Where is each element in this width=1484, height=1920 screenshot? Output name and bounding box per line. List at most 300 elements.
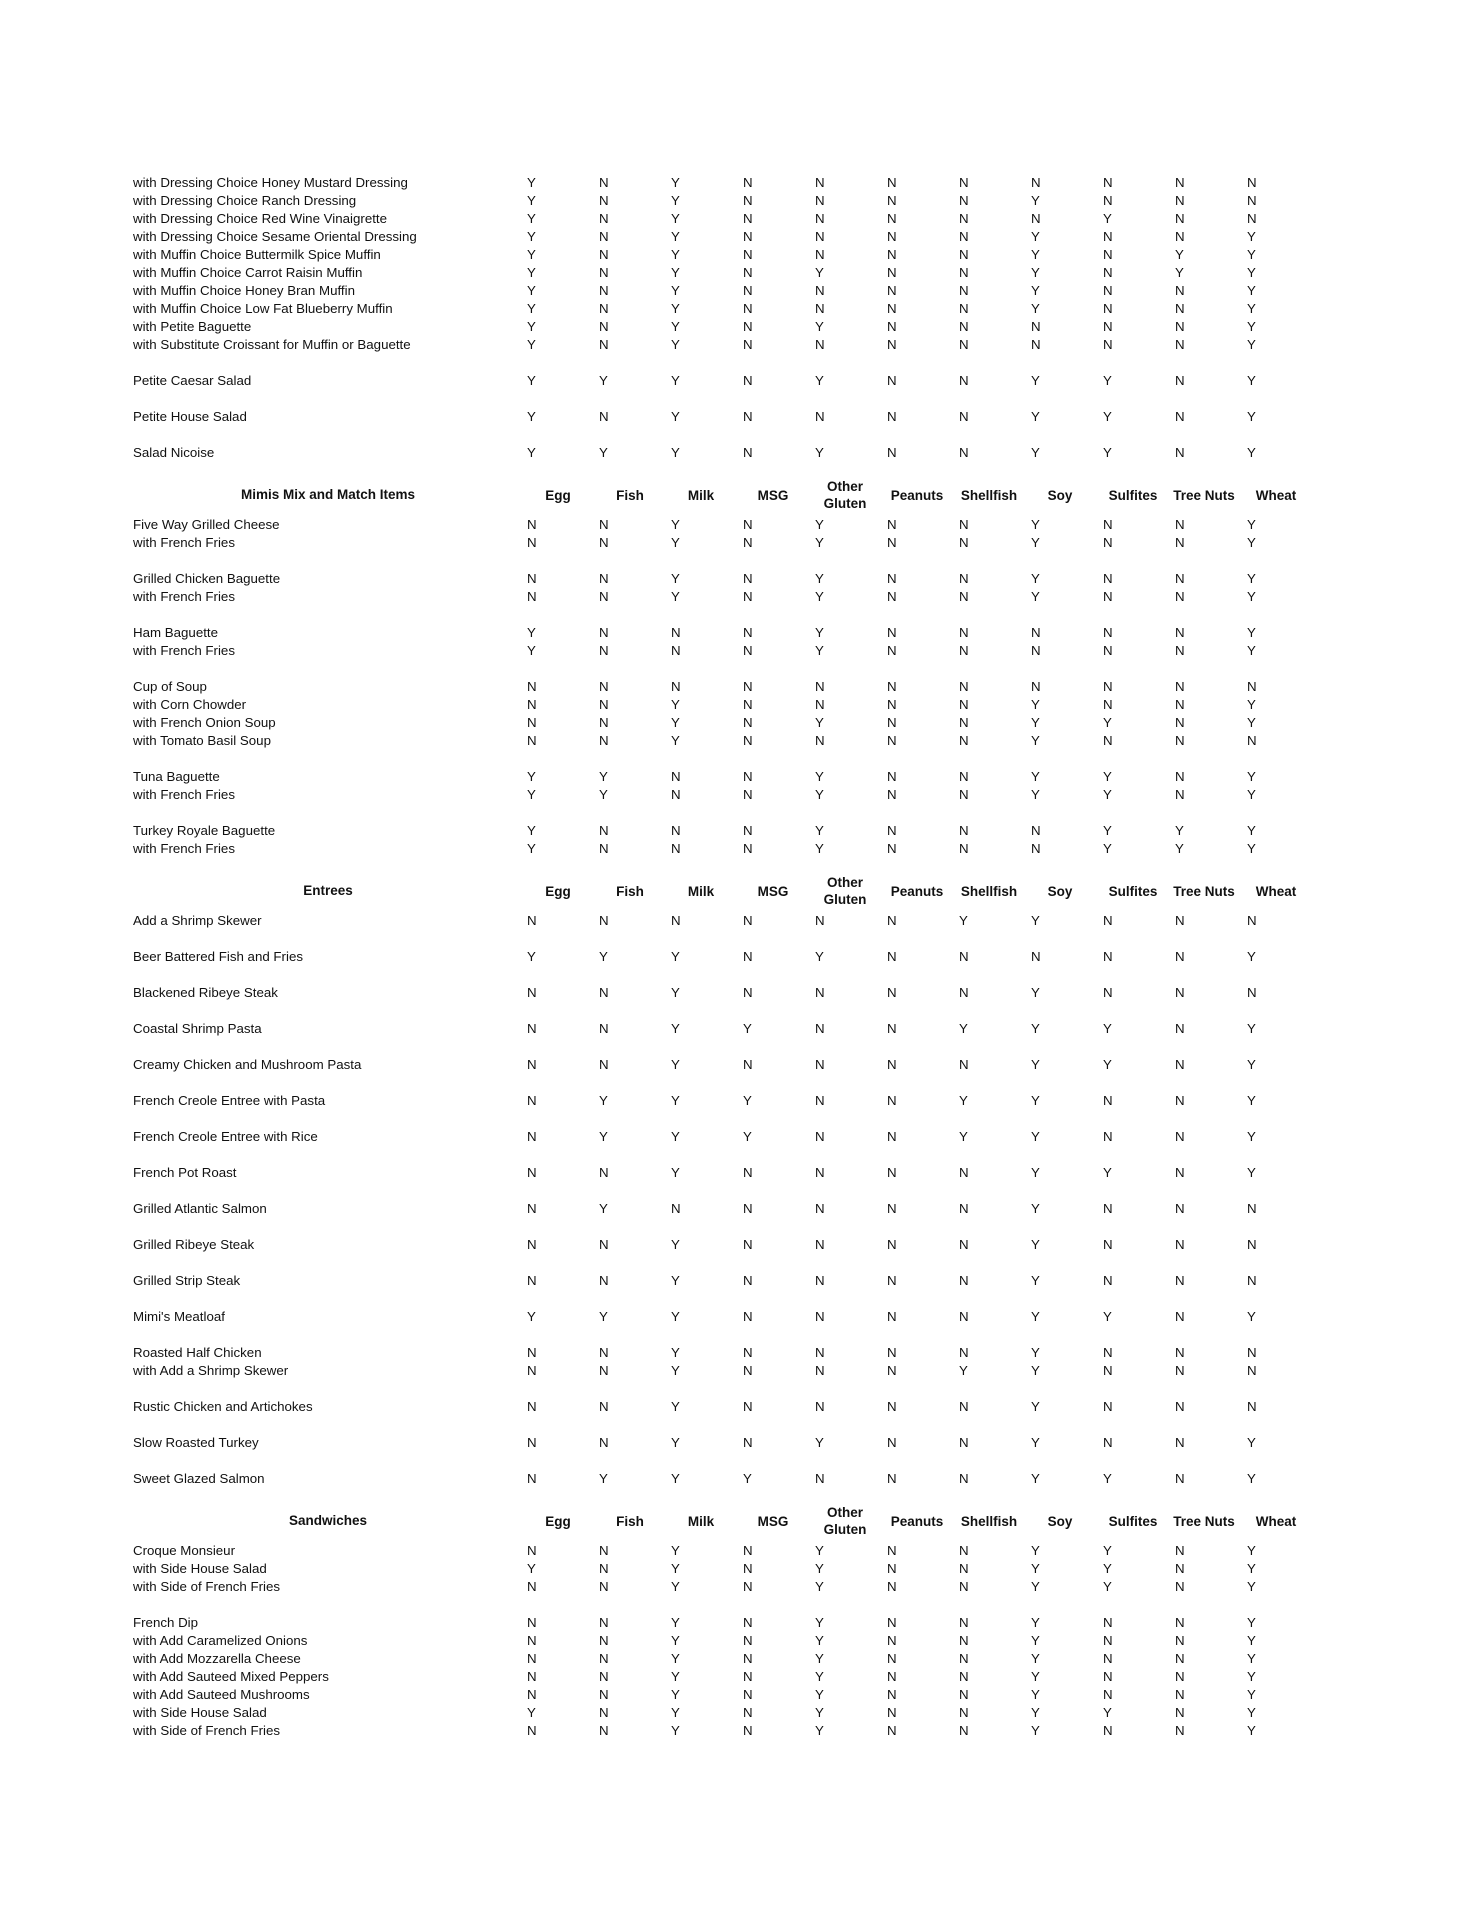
allergen-value: Y	[1247, 265, 1256, 280]
allergen-value: N	[1103, 301, 1113, 316]
allergen-value: N	[887, 265, 897, 280]
item-name: Ham Baguette	[133, 625, 219, 640]
allergen-value: N	[743, 1561, 753, 1576]
allergen-value: N	[1031, 949, 1041, 964]
allergen-value: N	[743, 1669, 753, 1684]
allergen-value: Y	[1175, 265, 1184, 280]
column-header: Tree Nuts	[1173, 488, 1235, 503]
allergen-value: N	[815, 1129, 825, 1144]
allergen-value: Y	[815, 1669, 824, 1684]
allergen-value: N	[959, 679, 969, 694]
allergen-value: Y	[1031, 535, 1040, 550]
allergen-value: N	[887, 337, 897, 352]
allergen-value: Y	[671, 445, 680, 460]
allergen-value: Y	[1031, 283, 1040, 298]
allergen-value: N	[599, 841, 609, 856]
section-title: Entrees	[303, 883, 353, 898]
allergen-value: Y	[671, 1237, 680, 1252]
menu-option-row	[0, 300, 1484, 318]
allergen-value: Y	[671, 175, 680, 190]
allergen-value: N	[599, 1237, 609, 1252]
allergen-value: N	[1103, 319, 1113, 334]
allergen-value: N	[887, 175, 897, 190]
allergen-value: N	[887, 1201, 897, 1216]
allergen-value: N	[1103, 679, 1113, 694]
allergen-value: Y	[815, 841, 824, 856]
menu-option-row	[0, 1560, 1484, 1578]
allergen-value: Y	[1247, 1561, 1256, 1576]
allergen-value: N	[887, 1471, 897, 1486]
column-header: MSG	[757, 488, 789, 503]
item-name: with French Fries	[133, 535, 235, 550]
allergen-value: Y	[1247, 1471, 1256, 1486]
allergen-value: Y	[671, 1093, 680, 1108]
allergen-value: Y	[815, 949, 824, 964]
allergen-value: N	[1103, 229, 1113, 244]
allergen-value: Y	[1247, 319, 1256, 334]
allergen-value: Y	[1031, 1615, 1040, 1630]
allergen-value: Y	[1247, 283, 1256, 298]
allergen-value: N	[959, 337, 969, 352]
allergen-value: N	[527, 1633, 537, 1648]
allergen-value: Y	[1031, 1669, 1040, 1684]
allergen-value: N	[527, 985, 537, 1000]
allergen-value: N	[743, 841, 753, 856]
allergen-value: Y	[671, 283, 680, 298]
menu-option-row	[0, 696, 1484, 714]
allergen-value: Y	[671, 247, 680, 262]
allergen-value: N	[599, 1705, 609, 1720]
allergen-value: Y	[1247, 589, 1256, 604]
allergen-value: N	[599, 679, 609, 694]
allergen-value: Y	[1247, 373, 1256, 388]
allergen-value: N	[1247, 1363, 1257, 1378]
allergen-value: N	[671, 643, 681, 658]
allergen-value: N	[959, 517, 969, 532]
allergen-value: N	[887, 1543, 897, 1558]
allergen-value: N	[743, 445, 753, 460]
allergen-value: Y	[671, 571, 680, 586]
allergen-value: Y	[815, 445, 824, 460]
allergen-value: N	[527, 571, 537, 586]
allergen-value: N	[887, 1687, 897, 1702]
menu-option-row	[0, 714, 1484, 732]
allergen-value: N	[743, 589, 753, 604]
allergen-value: Y	[815, 643, 824, 658]
allergen-value: Y	[671, 211, 680, 226]
allergen-value: N	[887, 193, 897, 208]
allergen-value: N	[815, 211, 825, 226]
item-name: with Petite Baguette	[133, 319, 252, 334]
allergen-value: N	[959, 1543, 969, 1558]
allergen-value: Y	[1247, 1579, 1256, 1594]
allergen-value: Y	[527, 643, 536, 658]
allergen-value: N	[1103, 517, 1113, 532]
item-name: Petite Caesar Salad	[133, 373, 252, 388]
allergen-value: N	[527, 1237, 537, 1252]
column-header: Sulfites	[1108, 488, 1158, 503]
allergen-value: Y	[1031, 913, 1040, 928]
allergen-value: N	[527, 1471, 537, 1486]
allergen-value: N	[599, 319, 609, 334]
allergen-value: N	[743, 1237, 753, 1252]
allergen-value: N	[1247, 1345, 1257, 1360]
allergen-value: Y	[1247, 409, 1256, 424]
allergen-value: N	[743, 409, 753, 424]
allergen-value: Y	[1031, 1345, 1040, 1360]
allergen-value: N	[599, 517, 609, 532]
allergen-value: N	[743, 733, 753, 748]
allergen-value: N	[1175, 319, 1185, 334]
allergen-value: N	[1031, 679, 1041, 694]
allergen-value: N	[599, 409, 609, 424]
item-name: Tuna Baguette	[133, 769, 220, 784]
allergen-value: N	[1247, 193, 1257, 208]
allergen-value: Y	[1031, 733, 1040, 748]
allergen-value: Y	[815, 589, 824, 604]
column-header: Sulfites	[1108, 884, 1158, 899]
allergen-value: N	[1175, 625, 1185, 640]
allergen-value: N	[527, 1165, 537, 1180]
allergen-value: N	[959, 1669, 969, 1684]
allergen-value: N	[887, 985, 897, 1000]
allergen-value: N	[887, 769, 897, 784]
allergen-value: N	[959, 985, 969, 1000]
allergen-value: N	[959, 211, 969, 226]
allergen-value: N	[887, 1633, 897, 1648]
allergen-value: Y	[1031, 1129, 1040, 1144]
item-name: with Side House Salad	[133, 1561, 267, 1576]
section-title: Sandwiches	[288, 1513, 368, 1528]
column-header: MSG	[757, 884, 789, 899]
item-name: with Muffin Choice Honey Bran Muffin	[133, 283, 355, 298]
allergen-value: Y	[599, 373, 608, 388]
allergen-value: N	[527, 589, 537, 604]
allergen-value: N	[743, 913, 753, 928]
item-name: with Add a Shrimp Skewer	[133, 1363, 289, 1378]
allergen-value: N	[599, 1723, 609, 1738]
allergen-value: N	[887, 1021, 897, 1036]
column-header: Fish	[616, 488, 644, 503]
allergen-value: N	[1247, 1237, 1257, 1252]
allergen-value: Y	[743, 1471, 752, 1486]
allergen-value: N	[887, 625, 897, 640]
allergen-value: N	[1175, 283, 1185, 298]
allergen-value: N	[959, 1165, 969, 1180]
allergen-value: N	[1103, 949, 1113, 964]
allergen-value: Y	[527, 769, 536, 784]
menu-option-row	[0, 1704, 1484, 1722]
allergen-value: N	[1175, 1345, 1185, 1360]
allergen-value: N	[599, 715, 609, 730]
allergen-value: Y	[671, 1579, 680, 1594]
allergen-value: N	[887, 229, 897, 244]
menu-item-row	[0, 174, 1484, 192]
allergen-value: N	[959, 1273, 969, 1288]
section-title: Mimis Mix and Match Items	[240, 487, 416, 502]
allergen-value: N	[887, 247, 897, 262]
allergen-value: N	[887, 517, 897, 532]
allergen-value: N	[743, 1705, 753, 1720]
allergen-value: N	[887, 1705, 897, 1720]
allergen-value: Y	[671, 1021, 680, 1036]
allergen-value: Y	[1247, 517, 1256, 532]
allergen-value: N	[1175, 589, 1185, 604]
column-header: Other Gluten	[823, 875, 867, 907]
allergen-value: Y	[815, 1651, 824, 1666]
allergen-value: N	[1175, 1129, 1185, 1144]
item-name: with French Fries	[133, 589, 235, 604]
allergen-value: N	[1175, 175, 1185, 190]
menu-option-row	[0, 1362, 1484, 1380]
item-name: with Dressing Choice Sesame Oriental Dressing	[133, 229, 417, 244]
menu-option-row	[0, 732, 1484, 750]
allergen-value: N	[959, 1579, 969, 1594]
allergen-value: Y	[1031, 1687, 1040, 1702]
item-name: Croque Monsieur	[133, 1543, 235, 1558]
menu-option-row	[0, 210, 1484, 228]
item-name: with French Onion Soup	[133, 715, 276, 730]
allergen-value: N	[1103, 283, 1113, 298]
allergen-value: Y	[671, 1273, 680, 1288]
allergen-value: Y	[815, 265, 824, 280]
column-header: Other Gluten	[823, 1505, 867, 1537]
column-header: Fish	[616, 1514, 644, 1529]
allergen-value: N	[671, 841, 681, 856]
item-name: with Add Sauteed Mushrooms	[133, 1687, 310, 1702]
allergen-value: N	[527, 1669, 537, 1684]
allergen-value: N	[743, 715, 753, 730]
item-name: with Muffin Choice Buttermilk Spice Muffin	[133, 247, 381, 262]
allergen-value: N	[743, 283, 753, 298]
column-header: Milk	[687, 488, 715, 503]
allergen-value: N	[815, 913, 825, 928]
allergen-value: N	[527, 1021, 537, 1036]
allergen-value: N	[743, 985, 753, 1000]
item-name: French Creole Entree with Pasta	[133, 1093, 326, 1108]
allergen-value: N	[599, 1021, 609, 1036]
allergen-value: N	[743, 949, 753, 964]
allergen-value: Y	[671, 517, 680, 532]
allergen-value: N	[959, 1309, 969, 1324]
allergen-value: Y	[959, 913, 968, 928]
allergen-value: Y	[815, 715, 824, 730]
allergen-value: N	[887, 571, 897, 586]
menu-option-row	[0, 336, 1484, 354]
allergen-value: Y	[1103, 1021, 1112, 1036]
allergen-value: Y	[1031, 1543, 1040, 1558]
item-name: with Side House Salad	[133, 1705, 267, 1720]
allergen-value: N	[599, 337, 609, 352]
allergen-value: N	[1103, 1615, 1113, 1630]
item-name: with Add Sauteed Mixed Peppers	[133, 1669, 329, 1684]
allergen-value: Y	[815, 1705, 824, 1720]
column-header: Peanuts	[890, 488, 944, 503]
allergen-value: N	[1175, 409, 1185, 424]
allergen-value: N	[743, 1399, 753, 1414]
allergen-value: N	[1031, 319, 1041, 334]
menu-option-row	[0, 1650, 1484, 1668]
allergen-value: N	[1031, 211, 1041, 226]
allergen-value: N	[887, 1273, 897, 1288]
allergen-value: N	[959, 643, 969, 658]
allergen-value: N	[527, 1093, 537, 1108]
allergen-value: N	[887, 733, 897, 748]
allergen-value: Y	[815, 1687, 824, 1702]
item-name: with Dressing Choice Red Wine Vinaigrette	[133, 211, 387, 226]
allergen-value: N	[1103, 625, 1113, 640]
allergen-value: N	[743, 1273, 753, 1288]
allergen-value: N	[815, 985, 825, 1000]
allergen-value: Y	[1247, 841, 1256, 856]
allergen-value: N	[743, 1579, 753, 1594]
allergen-value: N	[599, 1579, 609, 1594]
item-name: with French Fries	[133, 643, 235, 658]
allergen-value: N	[887, 319, 897, 334]
allergen-value: N	[1247, 211, 1257, 226]
allergen-value: N	[887, 1435, 897, 1450]
allergen-value: N	[959, 265, 969, 280]
allergen-value: Y	[671, 985, 680, 1000]
allergen-value: Y	[527, 175, 536, 190]
allergen-value: N	[1103, 589, 1113, 604]
allergen-value: Y	[599, 787, 608, 802]
allergen-value: N	[743, 1345, 753, 1360]
allergen-value: N	[1103, 1723, 1113, 1738]
allergen-value: Y	[671, 1363, 680, 1378]
menu-option-row	[0, 1632, 1484, 1650]
allergen-value: N	[1103, 733, 1113, 748]
allergen-value: N	[527, 517, 537, 532]
allergen-value: Y	[1247, 445, 1256, 460]
allergen-value: Y	[671, 1345, 680, 1360]
allergen-value: N	[743, 229, 753, 244]
column-header: MSG	[757, 1514, 789, 1529]
allergen-value: N	[887, 697, 897, 712]
column-header: Shellfish	[960, 1514, 1018, 1529]
menu-item-row	[0, 1344, 1484, 1362]
allergen-value: Y	[1031, 1021, 1040, 1036]
column-header: Egg	[545, 488, 571, 503]
menu-item-row	[0, 678, 1484, 696]
allergen-value: N	[815, 697, 825, 712]
allergen-value: N	[599, 1669, 609, 1684]
item-name: Add a Shrimp Skewer	[133, 913, 262, 928]
allergen-value: Y	[1103, 1309, 1112, 1324]
allergen-value: Y	[671, 265, 680, 280]
allergen-value: N	[743, 1723, 753, 1738]
allergen-value: Y	[1031, 1237, 1040, 1252]
menu-option-row	[0, 1722, 1484, 1740]
allergen-value: N	[887, 913, 897, 928]
allergen-value: N	[671, 1201, 681, 1216]
allergen-value: N	[599, 229, 609, 244]
allergen-value: N	[887, 445, 897, 460]
column-header: Shellfish	[960, 884, 1018, 899]
allergen-value: N	[1175, 1669, 1185, 1684]
menu-item-row	[0, 1542, 1484, 1560]
allergen-value: N	[1175, 1723, 1185, 1738]
allergen-value: N	[1175, 769, 1185, 784]
allergen-value: N	[527, 733, 537, 748]
allergen-value: Y	[1031, 1633, 1040, 1648]
allergen-value: Y	[1247, 625, 1256, 640]
menu-option-row	[0, 786, 1484, 804]
allergen-value: N	[599, 1615, 609, 1630]
menu-item-row	[0, 1200, 1484, 1218]
allergen-value: Y	[527, 409, 536, 424]
allergen-value: N	[887, 1363, 897, 1378]
allergen-value: N	[1103, 1363, 1113, 1378]
allergen-value: N	[671, 913, 681, 928]
allergen-value: N	[527, 535, 537, 550]
allergen-value: Y	[1247, 1705, 1256, 1720]
allergen-value: N	[1175, 1615, 1185, 1630]
allergen-value: Y	[1031, 373, 1040, 388]
allergen-value: Y	[1247, 1093, 1256, 1108]
allergen-value: N	[1103, 1633, 1113, 1648]
allergen-value: Y	[671, 1057, 680, 1072]
column-header: Peanuts	[890, 1514, 944, 1529]
allergen-value: N	[1175, 1363, 1185, 1378]
allergen-value: Y	[815, 1723, 824, 1738]
allergen-value: Y	[1031, 1363, 1040, 1378]
allergen-value: N	[815, 229, 825, 244]
allergen-value: N	[1247, 1201, 1257, 1216]
allergen-value: Y	[1103, 1057, 1112, 1072]
allergen-value: Y	[959, 1021, 968, 1036]
allergen-value: Y	[1031, 1309, 1040, 1324]
allergen-value: N	[1175, 1399, 1185, 1414]
allergen-value: N	[887, 589, 897, 604]
column-header: Peanuts	[890, 884, 944, 899]
allergen-value: N	[527, 697, 537, 712]
allergen-value: Y	[1247, 1651, 1256, 1666]
allergen-value: N	[815, 337, 825, 352]
allergen-value: N	[743, 571, 753, 586]
allergen-value: N	[815, 301, 825, 316]
allergen-value: N	[1031, 625, 1041, 640]
allergen-value: N	[671, 769, 681, 784]
allergen-value: Y	[1247, 1543, 1256, 1558]
allergen-value: N	[887, 535, 897, 550]
allergen-value: N	[599, 1057, 609, 1072]
allergen-value: N	[671, 679, 681, 694]
allergen-value: Y	[527, 319, 536, 334]
allergen-value: N	[1175, 571, 1185, 586]
allergen-value: N	[671, 823, 681, 838]
allergen-value: N	[599, 301, 609, 316]
allergen-value: Y	[671, 949, 680, 964]
allergen-value: Y	[671, 1471, 680, 1486]
menu-item-row	[0, 408, 1484, 426]
allergen-value: N	[527, 1273, 537, 1288]
item-name: with Corn Chowder	[133, 697, 247, 712]
allergen-value: Y	[1247, 571, 1256, 586]
allergen-value: N	[1175, 535, 1185, 550]
menu-item-row	[0, 822, 1484, 840]
item-name: French Creole Entree with Rice	[133, 1129, 318, 1144]
item-name: Petite House Salad	[133, 409, 247, 424]
allergen-value: N	[959, 1201, 969, 1216]
allergen-value: N	[599, 1399, 609, 1414]
allergen-value: Y	[527, 841, 536, 856]
allergen-value: N	[743, 697, 753, 712]
allergen-value: Y	[1247, 301, 1256, 316]
allergen-value: Y	[671, 1561, 680, 1576]
allergen-value: N	[1031, 841, 1041, 856]
allergen-value: Y	[1103, 1543, 1112, 1558]
